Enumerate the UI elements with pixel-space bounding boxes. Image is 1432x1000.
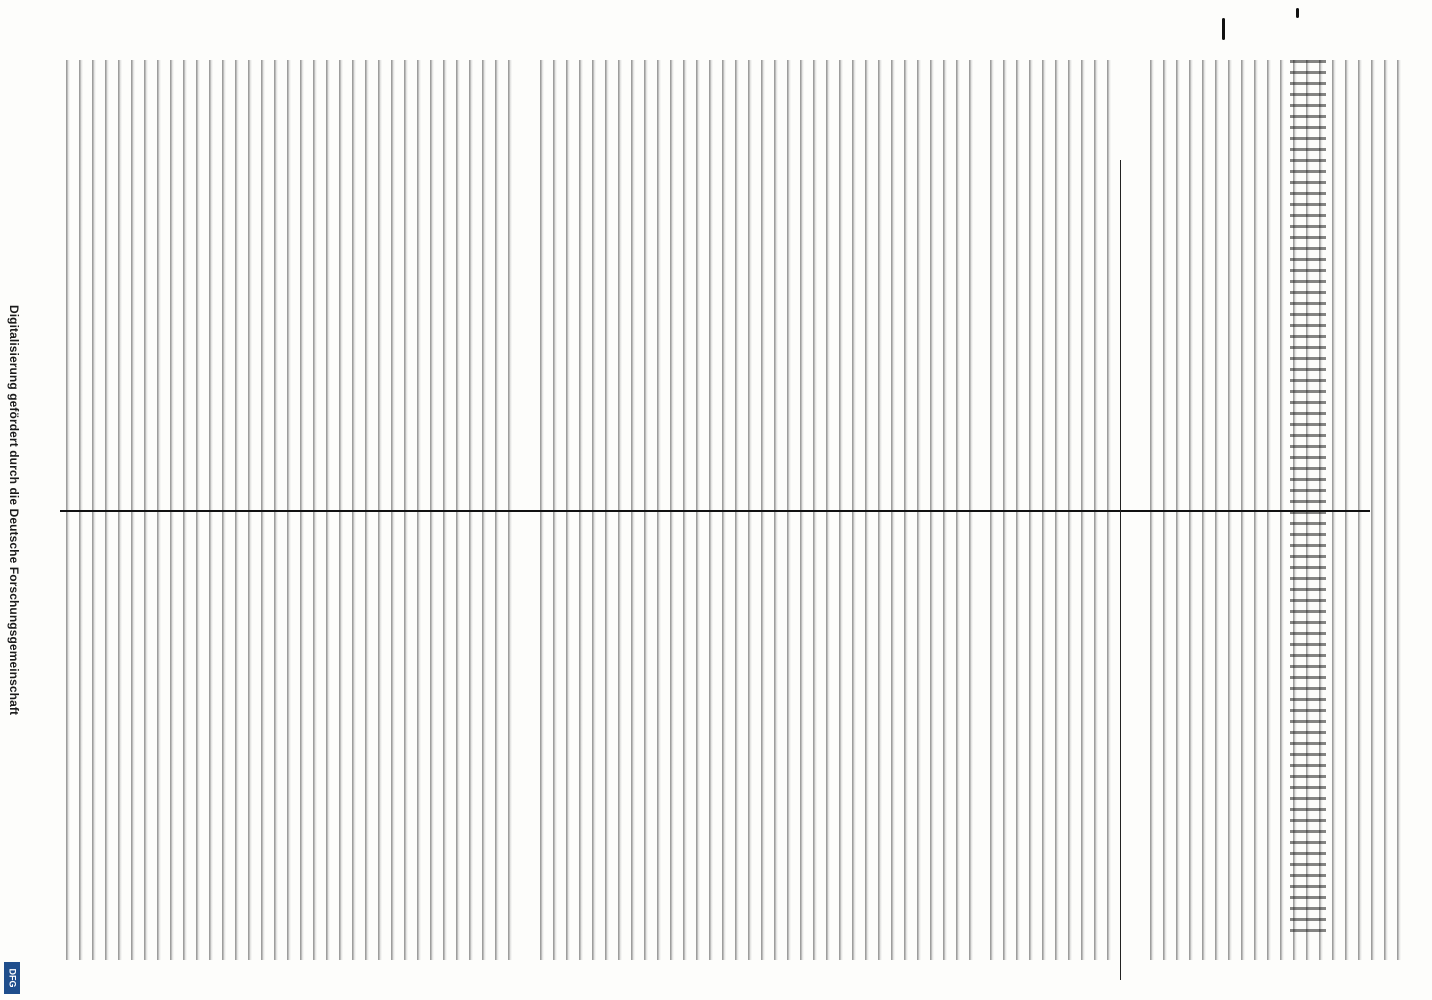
- digitization-credit: [2, 30, 26, 990]
- ink-speck: [1222, 18, 1225, 40]
- column-divider: [60, 510, 1370, 512]
- digitization-credit-text: Digitalisierung gefördert durch die Deutsche Forschungsgemeinschaft: [7, 304, 22, 716]
- dfg-logo-text: DFG: [7, 968, 17, 988]
- dfg-logo: [4, 962, 20, 994]
- ink-speck: [1296, 8, 1299, 18]
- column-divider-vertical: [1120, 160, 1121, 980]
